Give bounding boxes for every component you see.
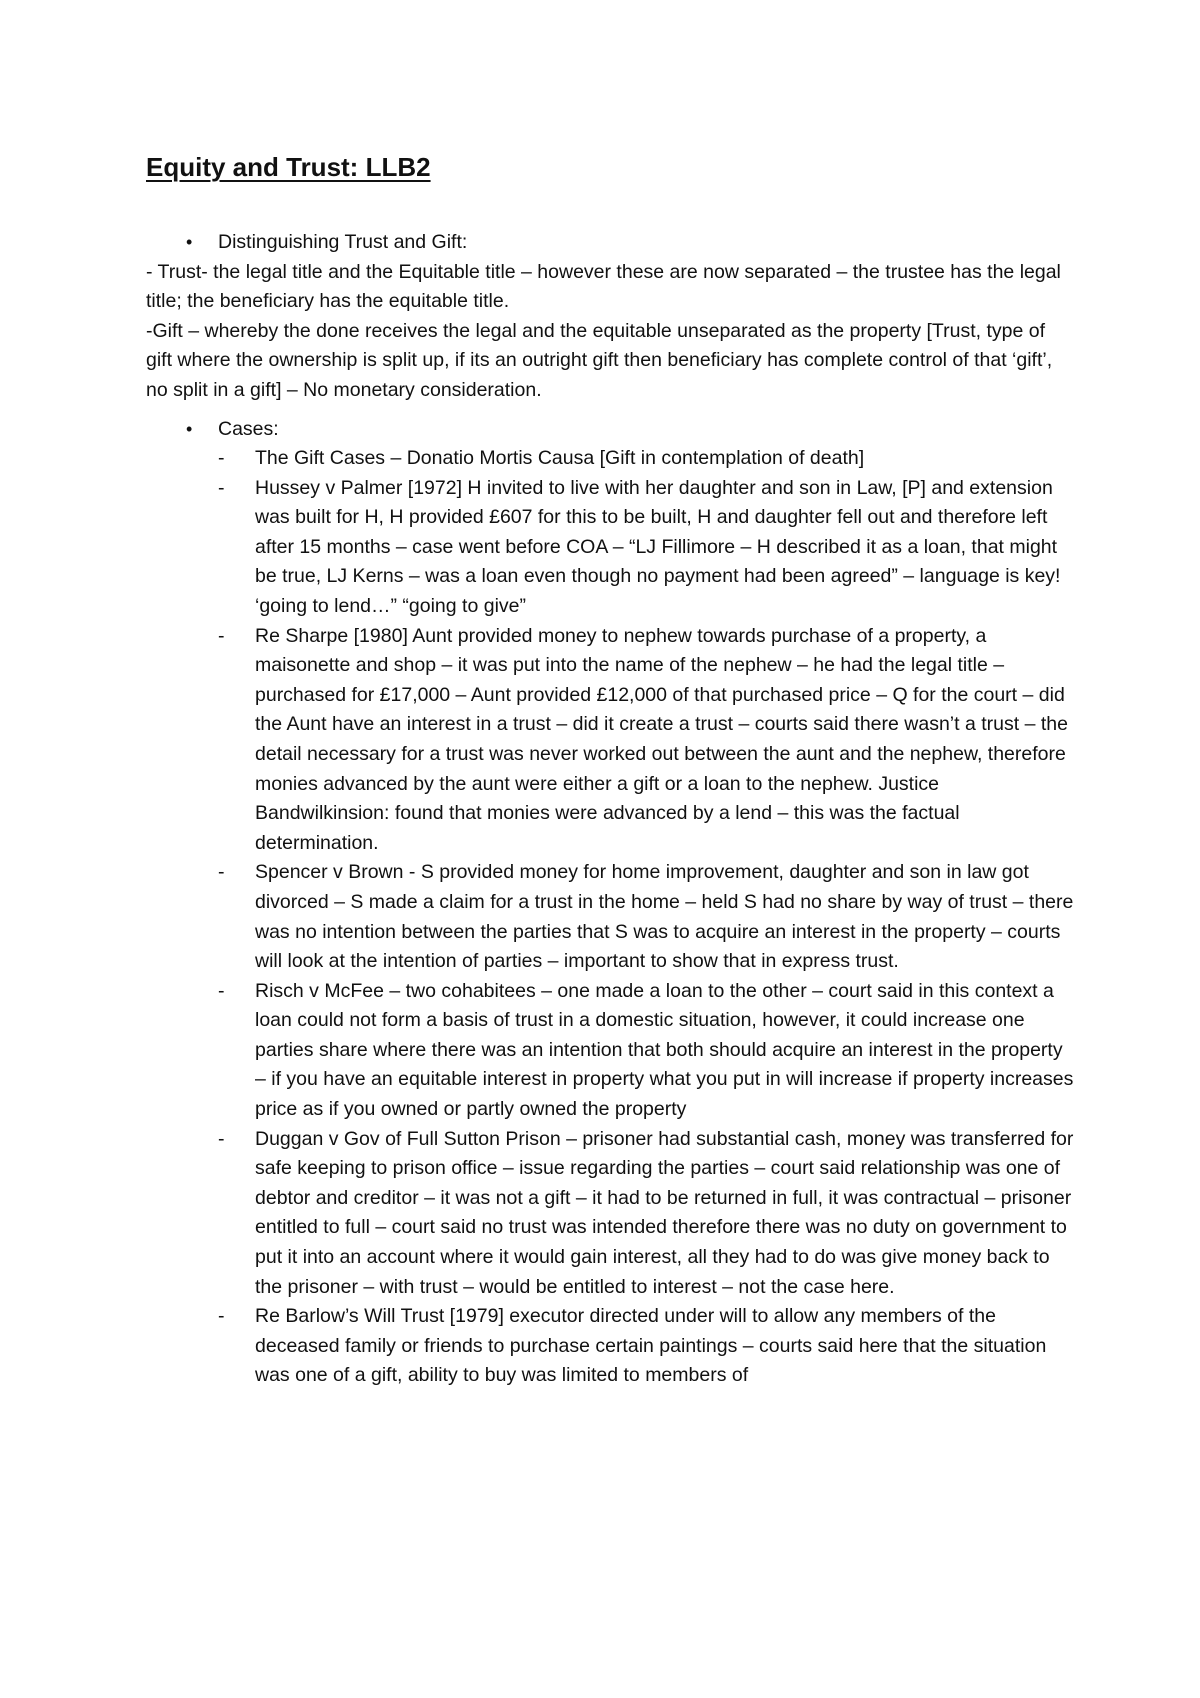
case-text: Re Barlow’s Will Trust [1979] executor directed under will to allow any members of the deceased family or friends to purchase certain paintings – courts said here that the situation was one of a gift, ability to buy was limited to members of <box>255 1305 1047 1387</box>
dash-marker: - <box>218 476 225 499</box>
paragraph-trust: - Trust- the legal title and the Equitable title – however these are now separated – the trustee has the legal title; the beneficiary has the equitable title. <box>146 260 1061 313</box>
list-item <box>218 1302 1078 1391</box>
section-heading: Distinguishing Trust and Gift: <box>218 231 468 253</box>
dash-marker: - <box>218 861 225 884</box>
case-text: Re Sharpe [1980] Aunt provided money to nephew towards purchase of a property, a maisonette and shop – it was put into the name of the nephew – he had the legal title – purchased for £17,000 – Aunt provided £12,000 of that purchased price – Q for the court – did the Aunt have an interest in a trust – did it create a trust – courts said there wasn’t a trust – the detail necessary for a trust was never worked out between the aunt and the nephew, therefore monies advanced by the aunt were either a gift or a loan to the nephew. Justice Bandwilkinsion: found that monies were advanced by a lend – this was the factual determination. <box>255 624 1068 854</box>
bullet-icon: • <box>186 232 193 252</box>
dash-marker: - <box>218 1305 225 1328</box>
list-item <box>218 1125 1078 1303</box>
case-text: Spencer v Brown - S provided money for home improvement, daughter and son in law got divorced – S made a claim for a trust in the home – held S had no share by way of trust – there was no intention between the parties that S was to acquire an interest in the property – courts will look at the intention of parties – important to show that in express trust. <box>255 861 1074 973</box>
case-text: The Gift Cases – Donatio Mortis Causa [Gift in contemplation of death] <box>255 447 865 469</box>
list-item <box>218 858 1078 976</box>
list-item <box>218 977 1078 1125</box>
list-item <box>218 444 1078 474</box>
list-item <box>218 474 1078 622</box>
dash-marker: - <box>218 1127 225 1150</box>
section-distinguishing <box>146 228 1076 406</box>
case-text: Hussey v Palmer [1972] H invited to live with her daughter and son in Law, [P] and extension was built for H, H provided £607 for this to be built, H and daughter fell out and therefore left after 15 months – case went before COA – “LJ Fillimore – H described it as a loan, that might be true, LJ Kerns – was a loan even though no payment had been agreed” – language is key! ‘going to lend…” “going to give” <box>255 476 1061 617</box>
dash-marker: - <box>218 624 225 647</box>
section-cases <box>146 415 1076 445</box>
bullet-icon: • <box>186 419 193 439</box>
case-text: Risch v McFee – two cohabitees – one made a loan to the other – court said in this context a loan could not form a basis of trust in a domestic situation, however, it could increase one parties share where there was an intention that both should acquire an interest in the property – if you have an equitable interest in property what you put in will increase if property increases price as if you owned or partly owned the property <box>255 979 1074 1121</box>
list-item <box>218 622 1078 859</box>
section-heading-row <box>146 228 1076 258</box>
section-heading-row <box>146 415 1076 445</box>
section-heading: Cases: <box>218 418 279 440</box>
case-list <box>218 444 1078 1391</box>
paragraph-gift: -Gift – whereby the done receives the legal and the equitable unseparated as the property [Trust, type of gift where the ownership is split up, if its an outright gift then beneficiary has complete control of that ‘gift’, no split in a gift] – No monetary consideration. <box>146 319 1053 401</box>
dash-marker: - <box>218 979 225 1002</box>
dash-marker: - <box>218 447 225 469</box>
document-title: Equity and Trust: LLB2 <box>146 152 431 182</box>
case-text: Duggan v Gov of Full Sutton Prison – prisoner had substantial cash, money was transferred for safe keeping to prison office – issue regarding the parties – court said relationship was one of debtor and creditor – it was not a gift – it had to be returned in full, it was contractual – prisoner entitled to full – court said no trust was intended therefore there was no duty on government to put it into an account where it would gain interest, all they had to do was give money back to the prisoner – with trust – would be entitled to interest – not the case here. <box>255 1127 1074 1298</box>
